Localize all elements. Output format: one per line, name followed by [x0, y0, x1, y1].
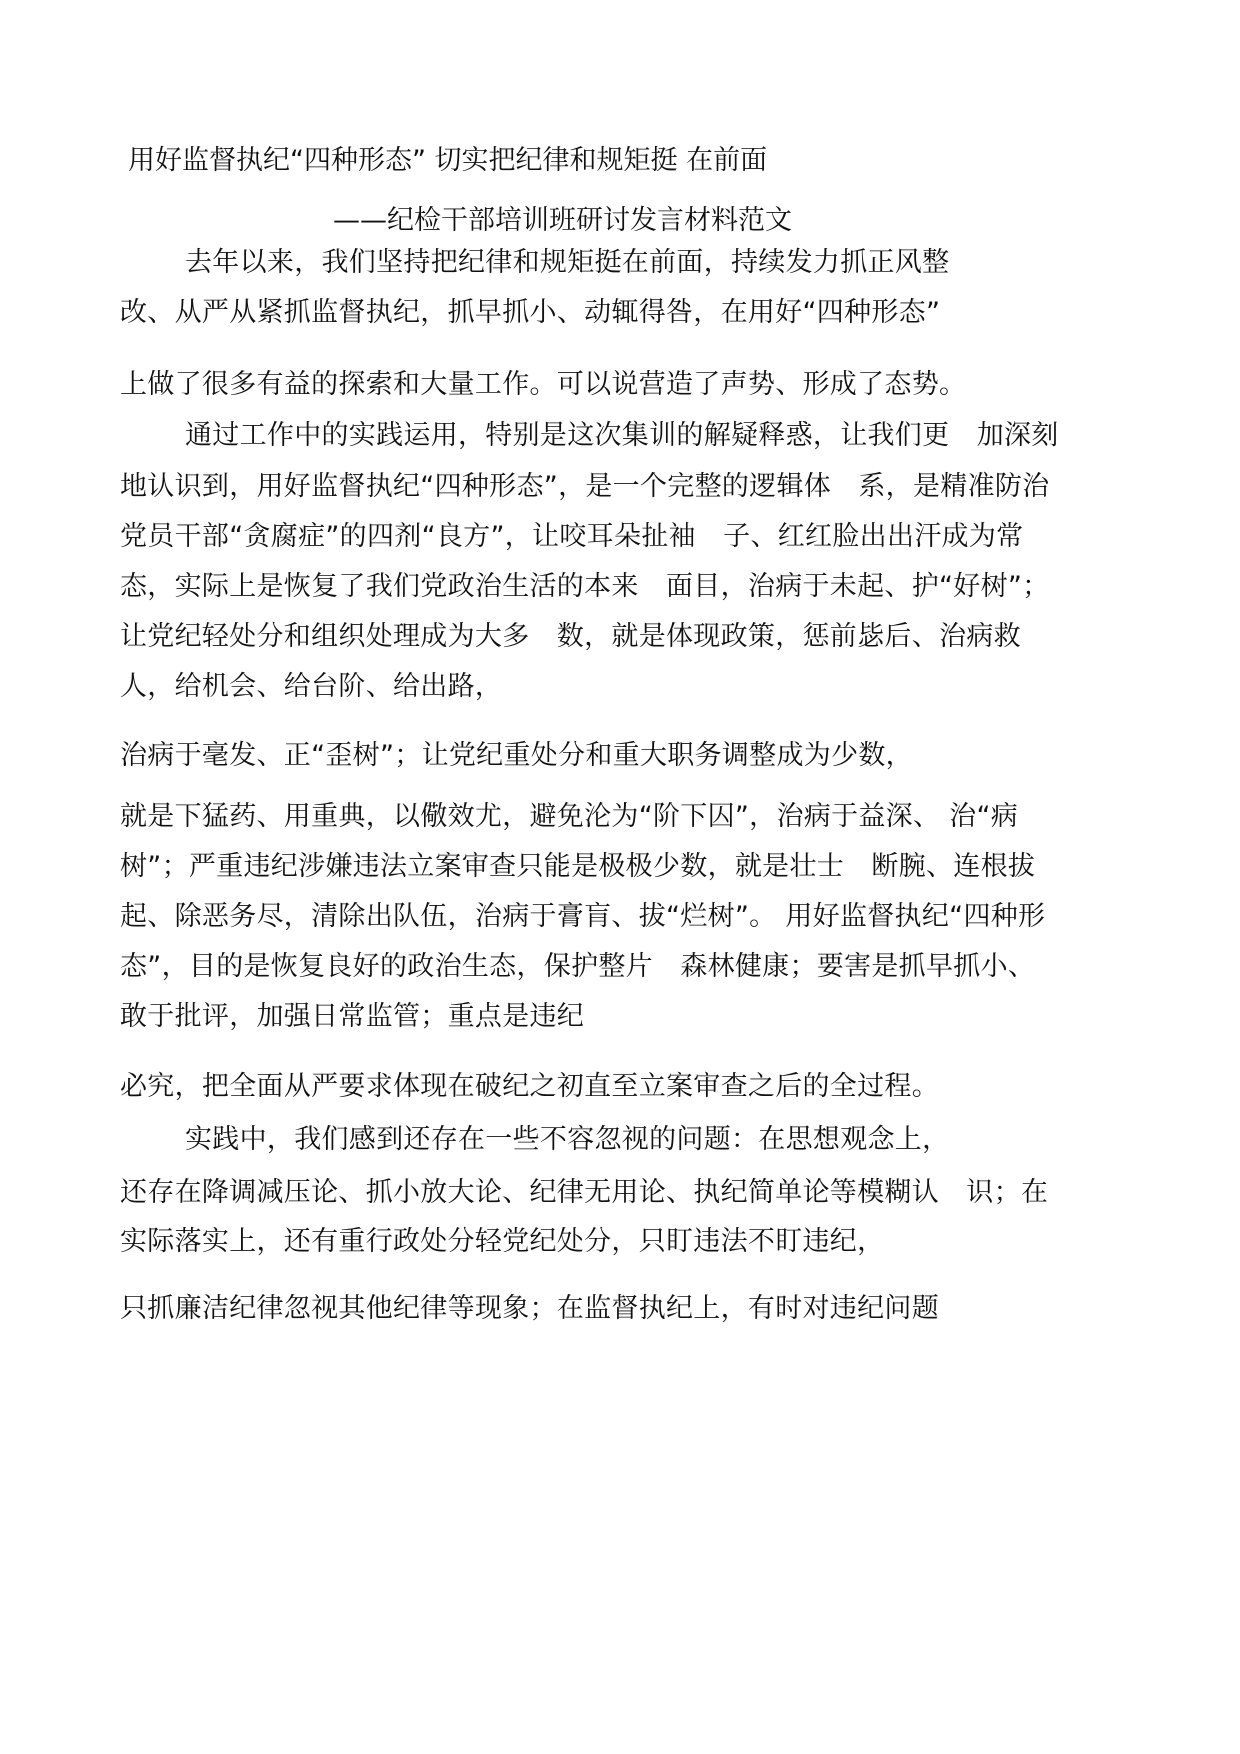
paragraph-line: 上做了很多有益的探索和大量工作。可以说营造了声势、形成了态势。 — [120, 369, 967, 400]
document-subtitle: ——纪检干部培训班研讨发言材料范文 — [333, 205, 792, 236]
paragraph-line: 让党纪轻处分和组织处理成为大多 数，就是体现政策，惩前毖后、治病救 — [120, 621, 1021, 652]
paragraph-line: 通过工作中的实践运用，特别是这次集训的解疑释惑，让我们更 加深刻 — [185, 420, 1059, 451]
paragraph-line: 敢于批评，加强日常监管；重点是违纪 — [120, 1001, 585, 1032]
paragraph-line: 改、从严从紧抓监督执纪，抓早抓小、动辄得咎，在用好“四种形态” — [120, 297, 941, 328]
paragraph-line: 就是下猛药、用重典，以儆效尤，避免沦为“阶下囚”，治病于益深、 治“病 — [120, 801, 1019, 832]
paragraph-line: 地认识到，用好监督执纪“四种形态”，是一个完整的逻辑体 系，是精准防治 — [120, 471, 1050, 502]
paragraph-line: 党员干部“贪腐症”的四剂“良方”，让咬耳朵扯袖 子、红红脸出出汗成为常 — [120, 521, 1024, 552]
paragraph-line: 实践中，我们感到还存在一些不容忽视的问题：在思想观念上， — [185, 1124, 950, 1155]
paragraph-line: 去年以来，我们坚持把纪律和规矩挺在前面，持续发力抓正风整 — [185, 247, 950, 278]
paragraph-line: 只抓廉洁纪律忽视其他纪律等现象；在监督执纪上，有时对违纪问题 — [120, 1293, 939, 1324]
document-title: 用好监督执纪“四种形态” 切实把纪律和规矩挺 在前面 — [128, 145, 768, 176]
paragraph-line: 态”，目的是恢复良好的政治生态，保护整片 森林健康；要害是抓早抓小、 — [120, 951, 1036, 982]
paragraph-line: 起、除恶务尽，清除出队伍，治病于膏肓、拔“烂树”。 用好监督执纪“四种形 — [120, 901, 1046, 932]
paragraph-line: 治病于毫发、正“歪树”；让党纪重处分和重大职务调整成为少数， — [120, 740, 913, 771]
paragraph-line: 实际落实上，还有重行政处分轻党纪处分，只盯违法不盯违纪， — [120, 1226, 885, 1257]
paragraph-line: 人，给机会、给台阶、给出路， — [120, 671, 503, 702]
paragraph-line: 树”；严重违纪涉嫌违法立案审查只能是极极少数，就是壮士 断腕、连根拔 — [120, 851, 1036, 882]
paragraph-line: 还存在降调减压论、抓小放大论、纪律无用论、执纪简单论等模糊认 识；在 — [120, 1177, 1049, 1208]
paragraph-line: 态，实际上是恢复了我们党政治生活的本来 面目，治病于未起、护“好树”； — [120, 571, 1050, 602]
paragraph-line: 必究，把全面从严要求体现在破纪之初直至立案审查之后的全过程。 — [120, 1071, 939, 1102]
